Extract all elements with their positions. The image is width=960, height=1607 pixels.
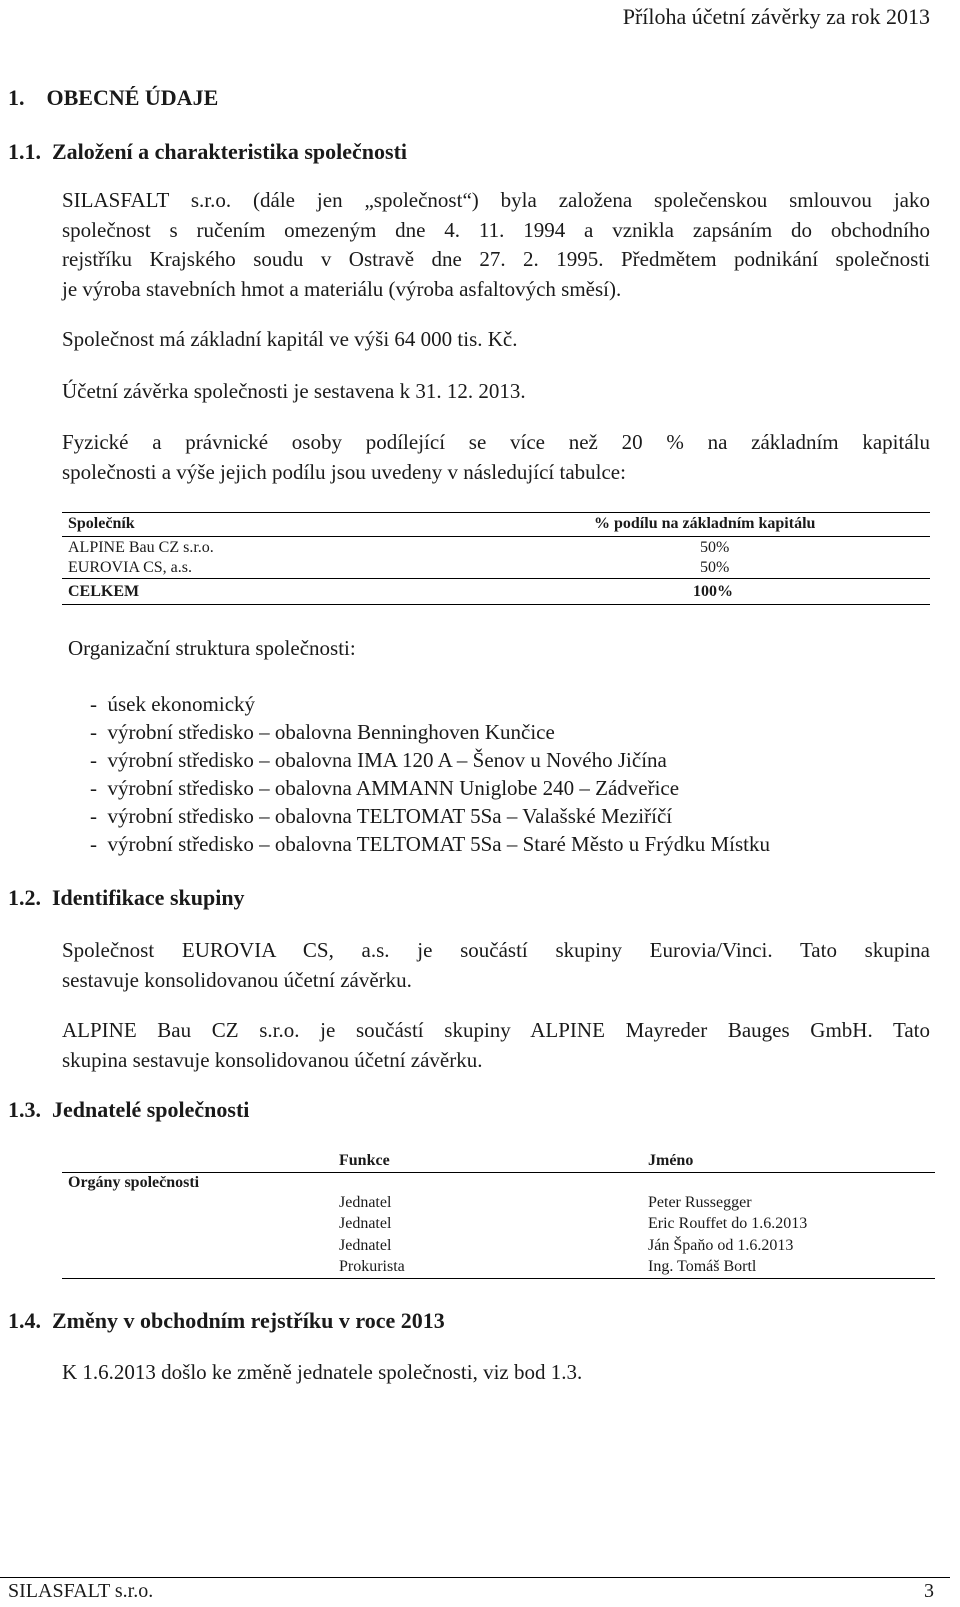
table-row-function: Prokurista <box>339 1258 405 1275</box>
footer-rule <box>0 1577 950 1578</box>
col-organs: Orgány společnosti <box>68 1174 200 1191</box>
table-total-label: CELKEM <box>68 583 140 600</box>
shareholders-intro <box>62 428 930 487</box>
list-item: - úsek ekonomický <box>90 692 256 716</box>
table-header-rule <box>62 1172 935 1173</box>
table-row-name: Peter Russegger <box>648 1194 752 1211</box>
section-1-4-heading: 1.4. Změny v obchodním rejstříku v roce 2013 <box>8 1308 445 1333</box>
list-item: - výrobní středisko – obalovna TELTOMAT 5Sa – Staré Město u Frýdku Místku <box>90 832 770 856</box>
table-bottom-rule <box>62 1278 935 1279</box>
paragraph-line: je výroba stavebních hmot a materiálu (výroba asfaltových směsí). <box>62 276 622 301</box>
registry-change-text: K 1.6.2013 došlo ke změně jednatele společnosti, viz bod 1.3. <box>62 1360 583 1384</box>
table-row-share: 50% <box>700 539 730 556</box>
page-header: Příloha účetní závěrky za rok 2013 <box>622 4 930 29</box>
group-alpine-text <box>62 1016 930 1075</box>
list-item: - výrobní středisko – obalovna AMMANN Uniglobe 240 – Zádveřice <box>90 776 680 800</box>
table-row-name: ALPINE Bau CZ s.r.o. <box>68 539 214 556</box>
table-row-name: Ing. Tomáš Bortl <box>648 1258 757 1275</box>
paragraph-line: sestavuje konsolidovanou účetní závěrku. <box>62 967 412 992</box>
closing-date-text: Účetní závěrka společnosti je sestavena k 31. 12. 2013. <box>62 379 526 403</box>
section-1-3-heading: 1.3. Jednatelé společnosti <box>8 1097 250 1122</box>
list-item: - výrobní středisko – obalovna IMA 120 A – Šenov u Nového Jičína <box>90 748 667 772</box>
table-row-function: Jednatel <box>339 1194 392 1211</box>
footer-company: SILASFALT s.r.o. <box>8 1580 154 1602</box>
table-total-value: 100% <box>693 583 733 600</box>
col-shareholder: Společník <box>68 515 135 532</box>
page-number: 3 <box>924 1580 934 1602</box>
paragraph-line: společnost s ručením omezeným dne 4. 11. 1994 a vznikla zapsáním do obchodního <box>62 217 930 242</box>
table-header-rule <box>62 536 930 537</box>
table-row-function: Jednatel <box>339 1237 392 1254</box>
section-1-heading: 1. OBECNÉ ÚDAJE <box>8 85 219 110</box>
table-bottom-rule <box>62 604 930 605</box>
paragraph-line: Fyzické a právnické osoby podílející se více než 20 % na základním kapitálu <box>62 430 930 454</box>
table-row-name: Eric Rouffet do 1.6.2013 <box>648 1215 808 1232</box>
org-structure-list <box>90 690 770 858</box>
list-item: - výrobní středisko – obalovna Benninghoven Kunčice <box>90 720 555 744</box>
table-row-function: Jednatel <box>339 1215 392 1232</box>
table-row-name: Ján Špaňo od 1.6.2013 <box>648 1237 794 1254</box>
company-description <box>62 186 930 304</box>
table-top-rule <box>62 512 930 513</box>
table-row-share: 50% <box>700 559 730 576</box>
paragraph-line: Společnost EUROVIA CS, a.s. je součástí skupiny Eurovia/Vinci. Tato skupina <box>62 938 930 962</box>
paragraph-line: SILASFALT s.r.o. (dále jen „společnost“) byla založena společenskou smlouvou jako <box>62 188 930 212</box>
section-1-2-heading: 1.2. Identifikace skupiny <box>8 885 245 910</box>
table-total-rule <box>62 578 930 579</box>
paragraph-line: skupina sestavuje konsolidovanou účetní závěrku. <box>62 1047 483 1072</box>
group-eurovia-text <box>62 936 930 995</box>
col-function: Funkce <box>339 1152 390 1169</box>
list-item: - výrobní středisko – obalovna TELTOMAT 5Sa – Valašské Meziříčí <box>90 804 673 828</box>
paragraph-line: společnosti a výše jejich podílu jsou uvedeny v následující tabulce: <box>62 459 626 484</box>
capital-text: Společnost má základní kapitál ve výši 64 000 tis. Kč. <box>62 327 518 351</box>
col-share-percent: % podílu na základním kapitálu <box>594 515 816 532</box>
col-name: Jméno <box>648 1152 694 1169</box>
paragraph-line: ALPINE Bau CZ s.r.o. je součástí skupiny ALPINE Mayreder Bauges GmbH. Tato <box>62 1018 930 1042</box>
paragraph-line: rejstříku Krajského soudu v Ostravě dne 27. 2. 1995. Předmětem podnikání společnosti <box>62 247 930 271</box>
table-row-name: EUROVIA CS, a.s. <box>68 559 193 576</box>
org-structure-title: Organizační struktura společnosti: <box>68 636 356 660</box>
section-1-1-heading: 1.1. Založení a charakteristika společnosti <box>8 139 408 164</box>
